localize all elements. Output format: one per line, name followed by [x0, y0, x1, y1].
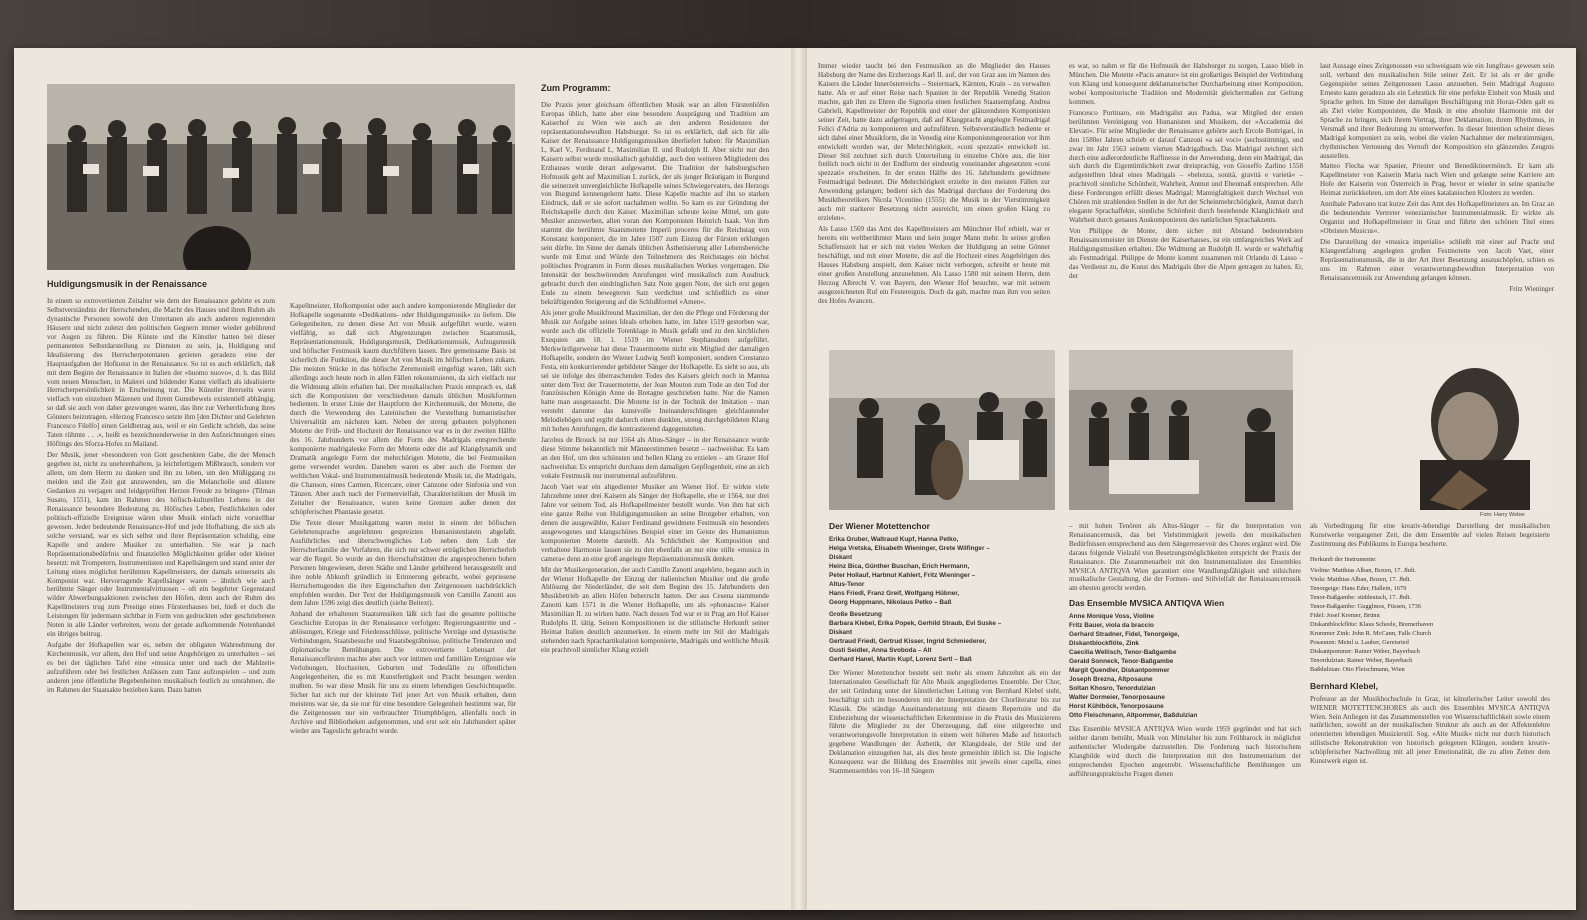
paragraph: Jacob Vaet war ein altgedienter Musiker am Wiener Hof. Er wirkte viele Jahrzehnte unter drei Kaisern als Sänger der Hofkapelle, ehe er 1564, nur drei Jahre vor seinem Tod, als Hofkapellmeister bestellt wurde. Von ihm hat sich eine ganze Reihe von Huldigungsmusiken an seine Brotgeber erhalten, von denen die ausgewählte, Kaiser Ferdinand gewidmete Festmusik ein besonders ausgewogenes und klangschönes Beispiel einer im Geiste des Humanismus komponierten Motette darstellt. Als Schlichtheit der Komposition und verhaltene Harmonie lassen sie zu den ebenfalls an nur eine stille »musica in camera« denn an eine groß angelegte Repräsentationsmusik denken. — [541, 482, 769, 563]
roster-line: Otto Fleischmann, Altpommer, Baßdulzian — [1069, 712, 1198, 720]
text-column-2 — [290, 302, 516, 900]
roster-line: Altus-Tenor — [829, 581, 865, 588]
paragraph: Mit der Musikergeneration, der auch Camillo Zanotti angehörte, begann auch in der Wiener Hofkapelle der Einzug der italienischen Musiker und die große Ablösung der Niederländer, die seit dem Beginn des 15. Jahrhunderts den Musikbetrieb an allen Höfen beherrscht hatten. Der aus Cesena stammende Zanotti kam 1571 in die Wiener Hofkapelle, um als »phonascus« Kaiser Maximilian II. zu wirken hatte. Nach dessen Tod war er in Prag am Hof Kaiser Rudolphs II. tätig. Seinen Kompositionen ist die stilistische Herkunft seiner Heimat Italien deutlich anzumerken. In einem mehr im Stil der Madrigals stehenden nach Sprachartikulation komponierte, Madrigals und weltliche Musik ein prachtvoll sinnlicher Klang erzielt — [541, 565, 769, 655]
roster-line: Heinz Bica, Günther Buschan, Erich Hermann, — [829, 563, 970, 570]
roster-line: Gerhard Stradner, Fidel, Tenorgeige, — [1069, 631, 1180, 639]
choir-rehearsal-photo — [47, 84, 515, 270]
paragraph: – mit hohen Tenören als Altus-Sänger – für die Interpretation von Renaissancemusik, das bei Vielstimmigkeit jeweils den musikalischen Bedürfnissen entsprechend aus dem Sängerreservoir des Chores ergänzt wird. Die daraus folgende Vielzahl von Besetzungsmöglichkeiten entspricht der Praxis der Renaissance. Die Zusammenarbeit mit den Instrumentalisten des Ensembles MVSICA ANTIQVA Wien garantiert eine Wandlungsfähigkeit und stilsichere musikalische Gestaltung, die der Formen- und Stilvielfalt der Renaissancemusik am ehesten gerecht werden. — [1069, 522, 1301, 593]
roster-line: Gusti Seidler, Anna Svoboda – Alt — [829, 647, 932, 654]
text-column-4 — [818, 62, 1050, 344]
roster-line: Anne Monique Voss, Violine — [1069, 613, 1154, 621]
roster-line: Gerald Sonneck, Tenor-Baßgambe — [1069, 658, 1174, 666]
ensemble-cello-photo — [829, 350, 1055, 510]
paragraph: Das Ensemble MVSICA ANTIQVA Wien wurde 1959 gegründet und hat sich seither darum bemüht, Musik von Mittelalter bis zum Frühbarock in möglichst authentischer Wiedergabe darzustellen. Die Forderung nach historischem Klangbilde wird durch die Interpretation mit den Instrumentarium der entsprechenden Epochen angestrebt. Wissenschaftliche Bemühungen um aufführungspraktische Fragen dienen — [1069, 725, 1301, 778]
text-column-6 — [1320, 62, 1554, 344]
roster-line: Horst Kühlböck, Tenorposaune — [1069, 703, 1164, 711]
credit-line: Diskantpommer: Rainer Weber, Bayerbach — [1310, 647, 1420, 655]
ensemble-title: Das Ensemble MVSICA ANTIQVA Wien — [1069, 598, 1225, 609]
paragraph: Als Lasso 1569 das Amt des Kapellmeisters am Münchner Hof erhielt, war er bereits ein weltberühmter Mann und kein junger Mann mehr. In seiner großen Schaffenszeit hat er sich mit vielen Werken der Huldigung an seine Gönner beschäftigt, und mit einer Motette, die auf die Hochzeit eines Angehörigen des Hauses Habsburg anspielt, dem Kaiser nicht verborgen, schreibt er heute mit einer großen Anstellung anzunehmen. Als Lasso 1580 mit seinem Herrn, dem Herzog Albrecht V. von Bayern, den Wiener Hof besuchte, war mit seinem ausgezeichneten Ruf ein Festereignis. Doch da gab, machte man ihm von seiten des Hofes Avancen. — [818, 225, 1050, 305]
text-column-1 — [47, 280, 275, 900]
instrument-credits — [1310, 522, 1550, 902]
paragraph: Als jener große Musikfreund Maximilian, der den die Pflege und Förderung der Musik zur Aufgabe seines Ideals erhoben hatte, im Jahre 1519 gestorben war, wurde auch die offizielle Totenklage in Musik gefaßt und zu den kirchlichen Exequien am 18. 1. 1519 im Wiener Stephansdom aufgeführt. Merkwürdigerweise hat diese Trauermotette nicht ein Mitglied der damaligen Hofkapelle, sondern der Wiener Ludwig Senfl komponiert, sondern Constanzo Festa, ein konkurrierender gebildeter Sänger der Hofkapelle. Es sieht so aus, als sei sie infolge des überraschenden Todes des Kaisers gleich noch in Mantua unter dem Text der Trauermotette, der Jean Mouton zum Tode an den Tod der französischen Königin Anne de Bretagne geschrieben hatte. Nur die Namen hatte man ausgetauscht. Die Motette ist in der Technik der Imitation – man versteht darunter das kunstvolle Ineinanderschlingen gleichlautender Melodiebögen und ergibt dadurch einen dunklen, streng durchgebildeten Klang mit hohen Anrufungen, die kontrastierend dagegenstehen. — [541, 308, 769, 434]
roster-line: Barbara Klebel, Erika Popek, Gerhild Straub, Evi Suske – — [829, 620, 1002, 627]
paragraph: Francesco Portinaro, ein Madrigalist aus Padua, war Mitglied der ersten berühmten Vereinigung von Humanisten und Musikern, der »Accademia dei Elevati«. Für seine Mitglieder der Renaissance gehörte auch Ercole Bottrigari, in den 1580er Jahren schrieb er darauf Canzoni »a sei voci« (sechsstimmig), und zwar im Jahr 1563 seinem vierten Madrigalbuch. Das Madrigal zeichnet sich durch eine außerordentliche Raffinesse in der Anwendung, denn ein Madrigal, das sich durch die Eigentümlichkeit zwar dreisprachig, von Gioseffo Zarlino 1558 aufgestellten Ideal eines Madrigals – »belezza, sonità, gravità e varietà« – prachtvoll sinnliche Schönheit, Wahrheit, Anmut und Ebenmaß entsprechen. Alle diese Forderungen erfüllt dieses Madrigal: Mannigfaltigkeit durch Wechsel von Chören mit strahlenden Stellen in der Art der Scheinmehrchörigkeit, Anmut durch elegante Sprachaffekte, sinnliche Schönheit durch bestehende Klanglichkeit und Wahrheit durch genaues Auskomponieren des natürlichen Sprachakzents. — [1069, 108, 1303, 225]
paragraph: Der Musik, jener »besonderen von Gott geschenkten Gabe, die der Mensch gegeben ist, nicht zu unehrenhaftem, ja leichtfertigem Mißbrauch, sondern vor allem, um dem Herrn zu danken und ihn zu loben, um den Müßiggang zu meiden und die Zeit gut anzuwenden, um die Melancholie und düstere Gedanken zu verjagen und leidgeprüften Herzen Freude zu bringen« (Tilman Susato, 1551), kam im Rahmen des höfisch-kulturellen Lebens in der Renaissance besondere Bedeutung zu. Höfisches Leben, Festlichkeiten oder politisch-offizielle Ereignisse wären ohne Musik einfach nicht vorstellbar gewesen. Jeder bedeutende Renaissance-Hof und jede Hofhaltung, die sich als solche verstand, war es sich selbst und ihrer Repräsentation schuldig, eine Kapelle und andere Musiker zu unterhalten. Sie war ja nach Repräsentationsbedürfnis und finanziellen Möglichkeiten größer oder kleiner besetzt: mit Trompetern, Instrumentisten und Kapellsängern und stand unter der Leitung eines möglichst berühmten Kapellmeisters, der damals seinerseits als Komponist war. Hervorragende Kapellsänger waren – ähnlich wie auch berühmte Sänger oder Instrumentalvirtuosen – oft ein begehrter Gegenstand wilder Abwerbungsaktionen zwischen den Höfen, denn auch der Ruhm des Kapellmeisters trug zum Prestige eines Fürstenhauses bei, hieß er doch die Leistungen für jedermann sichtbar in Form von gedruckten oder geschriebenen Noten in alle Länder verbreiten, wozu der gerade aufkommende Notenhandel ein übriges beitrug. — [47, 451, 275, 639]
text-column-5 — [1069, 62, 1303, 344]
ensemble-roster — [1069, 522, 1301, 902]
credit-line: Tenorgeige: Hans Eder, Hallein, 1679 — [1310, 584, 1407, 592]
paragraph: laut Aussage eines Zeitgenossen »so schweigsam wie ein Jungfrau« gewesen sein soll, verband den musikalischen Stile seiner Zeit. Er ist als er der große Gegenspieler seines Zeitgenossen Lasso anzusehen. Sein Madrigal Augusto Ernesto kann geradezu als ein Lehrstück für eine perfekte Einheit von Musik und Sprache gelten. Im Sinne der damaligen Beschäftigung mit Horaz-Oden galt es als Ziel vieler Komponisten, die Musik in eine absolute Harmonie mit der Sprache zu bringen, sich ihrem Vortrag, ihrer Deklamation, ihrem Rhythmus, in Versmaß und ihrer Bedeutung zu unterwerfen. In dieser Intention scheint dieses Madrigal komponiert zu sein, wobei die vielen Nachahmer der mehrstimmigen, rhythmischen Vertonung des Vernuft der Komposition ein glänzendes Zeugnis ausstellen. — [1320, 62, 1554, 160]
paragraph: als Vorbedingung für eine kreativ-lebendige Darstellung der musikalischen Kunstwerke vergangener Zeit, die dem Ensemble auf vielen Reisen begeisterte Zustimmung des Publikums in Europa bescherte. — [1310, 522, 1550, 548]
roster-line: Gertraud Friedl, Gertrud Kisser, Ingrid Schmiederer, — [829, 638, 987, 645]
choir-roster — [829, 522, 1061, 902]
roster-line: Diskantblockflöte, Zink — [1069, 640, 1139, 648]
roster-line: Peter Hollauf, Hartmut Kahlert, Fritz Wieninger – — [829, 572, 976, 579]
roster-line: Margit Quendler, Diskantpommer — [1069, 667, 1170, 675]
paragraph: Die Texte dieser Musikgattung waren meist in einem der höfischen Gelehrtensprache angelehnten gespreizten Humanistenlatein abgefaßt. Ausführliches und überschwengliches Lob neben dem Lob der Herrscherfamilie der Vorfahren, die sich nur schwer erträglichen Herrscherlob war die Regel. So wurde an den Herrschaftstätten die angesprochenen hohen Personen hingewiesen, deren Städte und Länder gebührend herausgestellt und ihre noble Abkunft gründlich in Erinnerung gebracht, wobei gepriesene Herrschertugenden die ihre Eigenschaften den Zeitgenossen nachdrücklich empfohlen wurden. Der Text der Huldigungsmusik von Camillo Zanotti aus dem Jahre 1596 zeigt dies deutlich (siehe Beitext). — [290, 518, 516, 608]
paragraph: Aufgabe der Hofkapellen war es, neben der obligaten Wahrnehmung der Kirchenmusik, vor allem, den Hof und seine Angehörigen zu unterhalten – sei es bei der täglichen Tafel eine »musica unter und nach der Mahlzeit« aufzuführen oder bei festlichen Anlässen zum Tanz aufzuspielen – und zum anderen jene öffentliche Begebenheiten musikalisch festlich zu umrahmen, die im Rahmen der Staatsakte beziehen kann. Dazu hatten — [47, 641, 275, 694]
text-column-3 — [541, 84, 769, 900]
credit-line: Krummer Zink: John R. McCann, Falls Church — [1310, 629, 1432, 637]
roster-line: Diskant — [829, 629, 853, 636]
ensemble-conductor-photo — [1069, 350, 1293, 510]
credit-line: Tenordulzian: Rainer Weber, Bayerbach — [1310, 656, 1413, 664]
roster-line: Diskant — [829, 554, 853, 561]
roster-line: Caecilia Wellisch, Tenor-Baßgambe — [1069, 649, 1177, 657]
roster-line: Joseph Brezna, Altposaune — [1069, 676, 1153, 684]
roster-line: Hans Friedl, Franz Greif, Wolfgang Hübner, — [829, 590, 960, 597]
paragraph: Von Philippe de Monte, dem sicher mit Abstand bedeutendsten Renaissancemeister im Dienste der Kaiserhauses, ist ein umfangreiches Werk auf Huldigungsmusiken erhalten. Die Widmung an Rudolph II. wurde er wahrhaftig als Festmadrigal. Philippe de Monte kommt zusammen mit Orlando di Lasso – das Verdienst zu, die Kunst des Madrigals über die Alpen getragen zu haben. Er, der — [1069, 227, 1303, 280]
paragraph: In einem so extrovertierten Zeitalter wie dem der Renaissance gehörte es zum Selbstverständnis der Herrschenden, die Macht des Hauses und ihren Ruhm als dynastische Personen sowohl den Untertanen als auch anderen regierenden Häusern und nicht zuletzt den politischen Gegnern immer wieder gebührend vor Augen zu führen. Die Künste und die Künstler hatten bei dieser permanenten Selbstdarstellung zu Diensten zu sein, ja, Huldigung und Idealisierung des Herrscherpotentaten gerieten geradezu eine der Hauptaufgaben der Hofkunst in der Renaissance. So ist es auch erklärlich, daß mit dem Beginn der Renaissance in Italien der »huomo nuovo«, d. h. das Bild vom neuen Menschen, in Malerei und bildender Kunst vielfach als idealisierte Herrscherpersönlichkeit in Erscheinung trat. Die Künstler ihrerseits waren vielfach von einzelnen Mäzenen und ihrem Gunstbeweis existentiell abhängig, so daß sie auch von daher gezwungen waren, das ihre zur Verherrlichung ihres Gönners beizutragen. »Herzog Francesco setzte ihm [den Dichter und Gelehrten Francesco Filelfo] einen Geldbetrag aus, weil er ein Gedicht schrieb, das seine Taten rühmte . . .«, heißt es bezeichnenderweise in den Aufzeichnungen eines Höflings des Sforza-Hofes zu Mailand. — [47, 296, 275, 449]
credit-line: Posaunen: Meinl u. Lauber, Geretsried — [1310, 638, 1409, 646]
conductor-portrait-photo — [1310, 350, 1550, 510]
credit-line: Baßdulzian: Otto Fleischmann, Wien — [1310, 665, 1405, 673]
paragraph: Der Wiener Motettenchor besteht seit mehr als einem Jahrzehnt als ein der Internationalen Gesellschaft für Alte Musik angegliedertes Ensemble. Der Chor, der seit Gründung unter der künstlerischen Leitung von Bernhard Klebel steht, beschäftigt sich im besonderen mit der Interpretation der Chorliteratur bis zur Klassik. Die ständige Auseinandersetzung mit diesem Repertoire und die Einbeziehung der wissenschaftlichen Erkenntnisse in die Praxis des Musizierens führte die Mitglieder zu der Überzeugung, daß eine stilgerechte und verantwortungsvolle Interpretation in einem weit höheren Maße auf historisch gegebene Wandlungen der Ästhetik, der Klangideale, der Stile und der Deklamation einzugehen hat, als dies heute gemeinhin üblich ist. Die logische Konsequenz war die Bildung des Ensembles mit jeweils einer capella, eines Stammensembles von 16–18 Sängern — [829, 669, 1061, 775]
credit-line: Tenor-Baßgambe: Gugglmos, Füssen, 1736 — [1310, 602, 1422, 610]
credits-heading: Herkunft der Instrumente: — [1310, 555, 1377, 563]
photo-credit: Foto: Harry Weber — [1480, 512, 1526, 518]
big-ensemble-title: Große Besetzung — [829, 611, 882, 618]
paragraph: Professor an der Musikhochschule in Graz, ist künstlerischer Leiter sowohl des WIENER MOTETTENCHORES als auch des Ensembles MVSICA ANTIQVA Wien. Sein Anliegen ist das Zusammenstellen von Wissenschaftlichkeit sowie einem natürlichen, sowohl an der musikalischen Struktur als auch an der Affektenlehre orientierten lebendigen Musizierstil. Sog. »Alte Musik« nicht nur durch historisch stilistische Rekonstruktion von historisch gelegenen Klängen, sondern kreativ-schöpferischer Nachvollzug mit all jener Emotionalität, die zu allen Zeiten dem Kunstwerk eigen ist. — [1310, 694, 1550, 766]
section-title: Huldigungsmusik in der Renaissance — [47, 280, 208, 289]
credit-line: Tenor-Baßgambe: süddeutsch, 17. Jhdt. — [1310, 593, 1411, 601]
paragraph: Immer wieder taucht bei den Festmusiken an die Mitglieder des Hauses Habsburg der Name des Erzherzogs Karl II. auf, der von Graz aus im Namen des Kaisers die Länder Innerösterreichs – Steiermark, Kärnten, Krain – zu verwalten hatte. Als er auf einer Reise nach Spanien in der Republik Venedig Station machte, gab ihm zu Ehren die Signoria einen festlichen Staatsempfang. Andrea Gabrieli, Kapellmeister der Republik und einer der glänzendsten Komponisten seiner Zeit, hatte dazu aufgetragen, daß auf Klangpracht angelegte Festmadrigal Felici d'Adria zu komponieren und aufzuführen. Selbstverständlich bediente er sich dabei einer Musikform, die in Venedig eine Komponistengeneration vor ihm entwickelt worden war, der Mehrchörigkeit, »coni spezzati« entwickelt ist. Dieser Stil zeichnet sich durch Unterteilung in einzelne Chöre aus, die hier freilich noch nicht in der Endform der eindeutig voneinander abgesetzten »coni spezzati« erscheinen. In der ersten Hälfte des 16. Jahrhunderts gewidmete Festmadrigal bedeutet. Die Mehrchörigkeit erzielte in den meisten Fällen zur Anwendung gelangen; bedient sich das Madrigal durchaus der Forderung des Musiktheoretikers Nicola Vicentino (1555): die Musik in der Vierstimmigkeit auch mit starkerer Besetzung nicht ausreicht, um einen großen Klang zu erzielen«. — [818, 62, 1050, 223]
gatefold-spine — [791, 48, 807, 910]
roster-line: Fritz Bauer, viola da braccio — [1069, 622, 1154, 630]
roster-line: Walter Dormeier, Tenorposaune — [1069, 694, 1165, 702]
bio-title: Bernhard Klebel, — [1310, 680, 1379, 691]
credit-line: Violine: Matthias Alban, Bozen, 17. Jhdt. — [1310, 566, 1416, 574]
signature: Fritz Wieninger — [1509, 284, 1554, 293]
paragraph: es war, so nahm er für die Hofmusik der Habsburger zu sorgen, Lasso blieb in München. Die Motette »Pacis amator« ist ein großartiges Beispiel der Verbindung von Klang und konsequent deklamatorischer Durcharbeitung einer Komposition, wobei kompositorische Tradition und Modernität gleichermaßen zur Geltung kommen. — [1069, 62, 1303, 106]
roster-line: Helga Vretska, Elisabeth Wieninger, Grete Wilfinger – — [829, 545, 990, 552]
credit-line: Diskantblockflöte: Klaus Scheele, Bremerhaven — [1310, 620, 1434, 628]
paragraph: Anhand der erhaltenen Staatsmusiken läßt sich fast die gesamte politische Geschichte Europas in der Renaissance verfolgen: Regierungsantritte und -ablösungen, Kriege und Friedensschlüsse, politische Verträge und dynastische Verbindungen, Staatsbesuche und Staatsbegräbnisse, politische Tendenzen und diplomatische Bemühungen. Die extrovertierte Lebensart der Renaissancefürsten machte aber auch vor intimen und familiäre Ereignisse wie Verlobungen, Hochzeiten, Geburten und Todesfälle zu öffentlichen Angelegenheiten, die es mit Kunstfertigkeit und Pracht besungen werden mußten. So war diese Musik für uns zu einem lebendigen Geschichtsquelle. Sicher hat sich nur der kleinste Teil jener Art von Musik erhalten, denn meistens war sie, da sie nur für eine besondere Gelegenheit bestimmt war, für die Zeitgenossen nur ein verbrauchter Triumphbögen, allenfalls noch in Archive und Bibliotheken aufgenommen, und erst seit ein Jahrhundert später wieder ans Tageslicht gebracht wurde. — [290, 610, 516, 735]
roster-line: Gerhard Hanel, Martin Kupf, Lorenz Sertl – Baß — [829, 656, 972, 663]
program-title: Zum Programm: — [541, 84, 611, 93]
credit-line: Fidel: Josef Kremer, Brünn — [1310, 611, 1380, 619]
paragraph: Jacobus de Brouck ist nur 1564 als Altus-Sänger – in der Renaissance wurde diese Stimme bekanntlich mit Männerstimmen besetzt – nachweisbar. Es kam an den Hof, um den schönsten und hellen Klang zu erzielen – am Grazer Hof nachweisbar. Es entspricht durchaus dem damaligen Gepflogenheit, eine an sich vokale Festmusik nur instrumental aufzuführen. — [541, 436, 769, 481]
credit-line: Viola: Matthias Alban, Bozen, 17. Jhdt. — [1310, 575, 1411, 583]
paragraph: Die Praxis jener gleichsam öffentlichen Musik war an allen Fürstenhöfen Europas üblich, hatte aber eine besondere Ausprägung und Tradition am Kaiserhof zu Wien wie auch an den anderen Residenzen der repräsentationsbewußten Habsburger. So ist es erklärlich, daß sich für alle Kaiser der Renaissance Huldigungsmusiken überliefert haben: für Maximilian I., Karl V., Ferdinand I., Maximilian II. und Rudolph II. Aber nicht nur den Kaisern selbst wurde musikalisch gehuldigt, auch den weiteren Mitgliedern des Erzhauses wurde derart aufgewartet. Die Tradition der habsburgischen Hofmusik geht auf Maximilian I. zurück, der als junger Bräutigam in Burgund die seinerzeit unvergleichliche Hofkapelle seines Schwiegervaters, des Herzogs von Burgund kennengelernt hatte. Diese Kapelle machte auf ihn so starken Eindruck, daß er sie sofort nachahmen wollte. So kam es zur Gründung der Reichskapelle durch den Kaiser. Maximilian scheute keine Mittel, um gute Musiker anzuwerben, allen voran den Komponisten Heinrich Isaak. Von ihm stammt die berühmte Staatsmotette Imperii proceres für die Reichstag von Konstanz komponiert, die im Jahre 1507 zum Einzug der Fürsten erklungen sein dürfte. Im Sinne der damals üblichen Ästhetisierung aller Lebensbereiche wurde mit Ernst und Würde den Teilnehmern des Reichstages ein höchst politisches Programm in Form dieses musikalischen Werkes vorgetragen. Die Intensität der beschwörenden Anrufungen wird musikalisch zum Ausdruck gebracht durch den eindringlichen Satz Note gegen Note, der sich erst gegen Ende zu einem bewegteren Satz verdichtet und schließlich zu einer bekräftigenden Steigerung auf die Schlußformel »Amen«. — [541, 100, 769, 306]
choir-title: Der Wiener Motettenchor — [829, 522, 930, 531]
paragraph: Kapellmeister, Hofkomponist oder auch andere komponierende Mitglieder der Hofkapelle sogenannte »Dedikations- oder Huldigungsmusik« zu liefern. Die Gelegenheiten, zu denen diese Art von Musik aufgeführt wurde, waren vielfältig, so daß sich Abgrenzungen zwischen Staatsmusik, Repräsentationsmusik, Huldigungsmusik, Dedikationsmusik, Aufzugsmusik und höfischer Festmusik kaum durchführen lassen. Ihre gemeinsame Basis ist sicherlich die Funktion, die dieser Art von Musik im höfischen Leben zukam. Die meisten Stücke in das höfische Zeremoniell eingefügt waren, läßt sich allerdings auch heute noch in allen Fällen rekonstruieren, da sich vielfach nur die Widmung allein erhalten hat. Der musikalischen Praxis entsprach es, daß sich die Komponisten der verschiedenen damals üblichen Musikformen bedienten. In erster Linie der Hauptform der Kirchenmusik, der Motette, die durch die Verwendung des Lateinischen der Vorstellung humanistischer Universalität am nächsten kam. Neben der streng gebauten polyphonen Motette der Früh- und Hochzeit der Renaissance war es in der zweiten Hälfte des 16. Jahrhunderts vor allem die Form des Madrigals entsprechende komponierte madrigaleske Form der Motette oder die auf Klangdynamik und Dramatik angelegte Form der mehrchörigen Motette, die bei Festmusiken gerne verwendet wurden. Daneben waren es aber auch die Formen der weltlichen Vokal- und Instrumentalmusik bedeutende Musik ist, die Madrigals, die Chanson, eines Carmen, Ricercare, einer Canzone oder Sinfonia und von Tänzen. Aber auch nach der Formenvielfalt, Charakteristikum der Musik im Zeitalter der Renaissance, waren keine Grenzen außer denen der schöpferischen Phantasie gesetzt. — [290, 302, 516, 516]
roster-line: Georg Huppmann, Nikolaus Petko – Baß — [829, 599, 952, 606]
paragraph: Annibale Padovano trat kurze Zeit das Amt des Hofkapellmeisters an. Im Graz an die bedeutendste Vertreter venezianischer Instrumentalmusik. Er wirkte als Organist und Hofkapellmeister in Graz und führte den schönen Titel eines »Obristen Musicus«. — [1320, 200, 1554, 236]
paragraph: Matteo Flecha war Spanier, Priester und Benediktinermönch. Er kam als Kapellmeister von Kaiserin Maria nach Wien und gelangte seine Karriere am Hofe der Kaiserin von Österreich in Prag, bevor er wieder in seine spanische Heimat zurückkehren, um dort Abt eines katalanischen Klosters zu werden. — [1320, 162, 1554, 198]
roster-line: Soltan Khosro, Tenordulzian — [1069, 685, 1156, 693]
roster-line: Erika Gruber, Waltraud Kupf, Hanna Petko, — [829, 536, 959, 543]
paragraph: Die Darstellung der »musica imperialis« schließt mit einer auf Pracht und Klangentfaltung angelegten großen Festmotette von Jacob Vaet, einer Repräsentationsmusik, die in der Art ihrer Besetzung auszuschöpfen, schien es uns im Rahmen einer verantwortungsbewußten Interpretation von Renaissancemusik zur Anwendung gelangen können. — [1320, 238, 1554, 282]
